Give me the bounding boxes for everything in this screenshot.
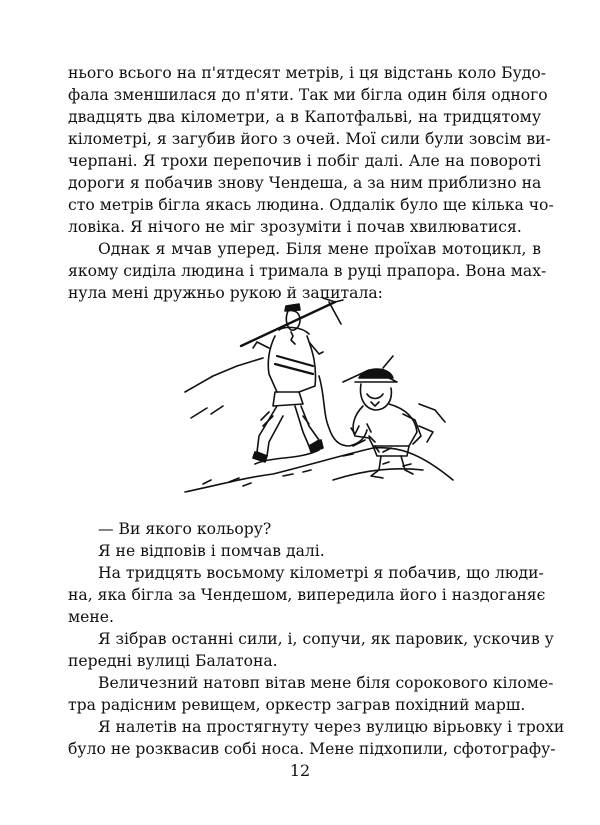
text-line: фала зменшилася до п'яти. Так ми бігла один біля одного (68, 86, 548, 104)
hiker-figure (351, 356, 433, 478)
text-line: двадцять два кілометри, а в Капотфальві, на тридцятому (68, 108, 541, 126)
page-number: 12 (289, 761, 311, 780)
text-line: нього всього на п'ятдесят метрів, і ця відстань коло Будо- (68, 64, 547, 82)
text-line: тра радісним ревищем, оркестр заграв похідний марш. (68, 696, 526, 714)
text-line: Я налетів на простягнуту через вулицю вірьовку і трохи (98, 718, 565, 736)
text-line: Я зібрав останні сили, і, сопучи, як паровик, ускочив у (98, 630, 554, 648)
text-line: було не розквасив собі носа. Мене підхопили, сфотографу- (68, 740, 556, 758)
mountaineer-illustration (183, 296, 456, 496)
text-line: сто метрів бігла якась людина. Оддалік було ще кілька чо- (68, 196, 554, 214)
text-line: дороги я побачив знову Чендеша, а за ним приблизно на (68, 174, 542, 192)
text-line: Я не відповів і помчав далі. (98, 542, 325, 560)
mountaineer-figure (253, 304, 323, 462)
text-line: черпані. Я трохи перепочив і побіг далі. Але на повороті (68, 152, 541, 170)
text-line: передні вулиці Балатона. (68, 652, 278, 670)
text-line: Однак я мчав уперед. Біля мене проїхав мотоцикл, в (98, 240, 541, 258)
text-line: якому сиділа людина і тримала в руці прапора. Вона мах- (68, 262, 547, 280)
text-line: Величезний натовп вітав мене біля сорокового кіломе- (98, 674, 554, 692)
text-line: мене. (68, 608, 114, 626)
text-line: ловіка. Я нічого не міг зрозуміти і почав хвилюватися. (68, 218, 522, 236)
text-line: кілометрі, я загубив його з очей. Мої сили були зовсім ви- (68, 130, 551, 148)
text-line: нула мені дружньо рукою й запитала: (68, 284, 383, 302)
text-line: на, яка бігла за Чендешом, випередила його і наздоганяє (68, 586, 546, 604)
text-line: На тридцять восьмому кілометрі я побачив, що люди- (98, 564, 544, 582)
text-line: — Ви якого кольору? (98, 520, 272, 538)
